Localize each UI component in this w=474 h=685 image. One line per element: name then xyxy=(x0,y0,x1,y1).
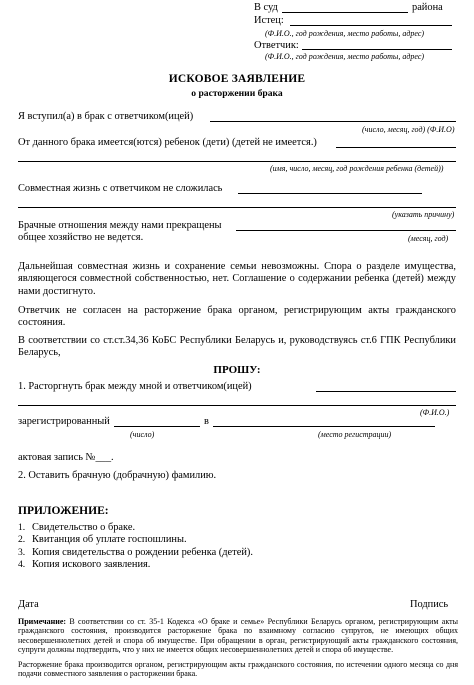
attachment-label: Квитанция об уплате госпошлины. xyxy=(32,534,187,546)
attachment-item xyxy=(18,547,458,559)
record-number-text: актовая запись №___. xyxy=(18,452,114,463)
marriage-text: Я вступил(а) в брак с ответчиком(ицей) xyxy=(18,111,194,122)
attachments-list xyxy=(18,522,458,572)
document-title: ИСКОВОЕ ЗАЯВЛЕНИЕ xyxy=(168,73,306,85)
attachment-label: Свидетельство о браке. xyxy=(32,522,136,533)
spouse-name-hint: (Ф.И.О.) xyxy=(420,408,450,417)
defendant-label: Ответчик: xyxy=(254,40,299,51)
relations-text-2: общее хозяйство не ведется. xyxy=(18,232,144,243)
attachment-item xyxy=(18,522,458,534)
reason-hint: (указать причину) xyxy=(392,210,455,219)
attachment-number: 3. xyxy=(18,546,26,558)
cohabitation-field-line-1[interactable] xyxy=(238,193,422,194)
defendant-hint: (Ф.И.О., год рождения, место работы, адрес) xyxy=(265,52,425,61)
plaintiff-label: Истец: xyxy=(254,15,284,26)
signature-label: Подпись xyxy=(410,599,449,610)
request-item-1: 1. Расторгнуть брак между мной и ответчиком(ицей) xyxy=(18,381,252,392)
date-label: Дата xyxy=(18,599,39,610)
date-hint: (число) xyxy=(130,430,155,439)
attachment-number: 4. xyxy=(18,559,26,571)
attachment-label: Копия свидетельства о рождении ребенка (детей). xyxy=(32,546,253,558)
in-text: в xyxy=(204,416,209,427)
place-hint: (место регистрации) xyxy=(318,430,392,439)
relations-text-1: Брачные отношения между нами прекращены xyxy=(18,220,222,231)
request-heading: ПРОШУ: xyxy=(213,364,261,376)
relations-field-line[interactable] xyxy=(236,230,456,231)
attachment-number: 1. xyxy=(18,522,26,533)
registration-place-field-line[interactable] xyxy=(213,426,435,427)
note-paragraph-2: Расторжение брака производится органом, регистрирующим акты гражданского состояния, по истечении одного месяца со дня подачи совместного заявления о расторжении брака. xyxy=(18,660,458,679)
spouse-name-field-line-2[interactable] xyxy=(18,405,456,406)
plaintiff-hint: (Ф.И.О., год рождения, место работы, адрес) xyxy=(265,29,425,38)
paragraph-legal-basis: В соответствии со ст.ст.34,36 КоБС Республики Беларусь и, руководствуясь ст.6 ГПК Республики Беларусь, xyxy=(18,335,456,359)
request-item-2: 2. Оставить брачную (добрачную) фамилию. xyxy=(18,470,217,481)
marriage-hint: (число, месяц, год) (Ф.И.О) xyxy=(362,125,455,134)
note-paragraph xyxy=(18,617,458,655)
court-label: В суд xyxy=(254,2,278,13)
children-field-line-2[interactable] xyxy=(18,161,456,162)
children-hint: (имя, число, месяц, год рождения ребенка (детей)) xyxy=(270,164,444,173)
plaintiff-field-line[interactable] xyxy=(290,25,452,26)
marriage-field-line[interactable] xyxy=(210,121,456,122)
registration-date-field-line[interactable] xyxy=(114,426,200,427)
paragraph-no-dispute: Дальнейшая совместная жизнь и сохранение семьи невозможны. Спора о разделе имущества, являющегося совместной собственностью, нет. Соглашение о содержании ребенка (детей) между нами достигнуто. xyxy=(18,261,456,297)
children-field-line-1[interactable] xyxy=(336,147,456,148)
attachment-item xyxy=(18,534,458,546)
cohabitation-text: Совместная жизнь с ответчиком не сложилась xyxy=(18,183,223,194)
attachment-item xyxy=(18,559,458,571)
cohabitation-field-line-2[interactable] xyxy=(18,207,456,208)
paragraph-defendant-disagrees: Ответчик не согласен на расторжение брака органом, регистрирующим акты гражданского состояния. xyxy=(18,305,456,329)
note-label: Примечание: xyxy=(18,617,67,626)
court-field-line[interactable] xyxy=(282,12,408,13)
children-text: От данного брака имеется(ются) ребенок (дети) (детей не имеется.) xyxy=(18,137,317,148)
registered-text: зарегистрированный xyxy=(18,416,110,427)
attachments-heading: ПРИЛОЖЕНИЕ: xyxy=(18,505,109,517)
attachment-label: Копия искового заявления. xyxy=(32,559,151,571)
relations-hint: (месяц, год) xyxy=(408,234,449,243)
note-text: В соответствии со ст. 35-1 Кодекса «О браке и семье» Республики Беларусь органом, регистрирующим акты гражданского состояния, производится расторжение брака по взаимному согласию супругов, не имеющих общих несовершеннолетних детей и спора об имуществе. При обращении в орган, регистрирующий акты гражданского состояния, супруги должны подтвердить, что у них не имеется общих несовершеннолетних детей и спора об имуществе. xyxy=(18,617,458,655)
court-suffix: района xyxy=(412,2,443,13)
attachment-number: 2. xyxy=(18,534,26,546)
defendant-field-line[interactable] xyxy=(302,49,452,50)
spouse-name-field-line-1[interactable] xyxy=(316,391,456,392)
document-subtitle: о расторжении брака xyxy=(191,88,283,99)
